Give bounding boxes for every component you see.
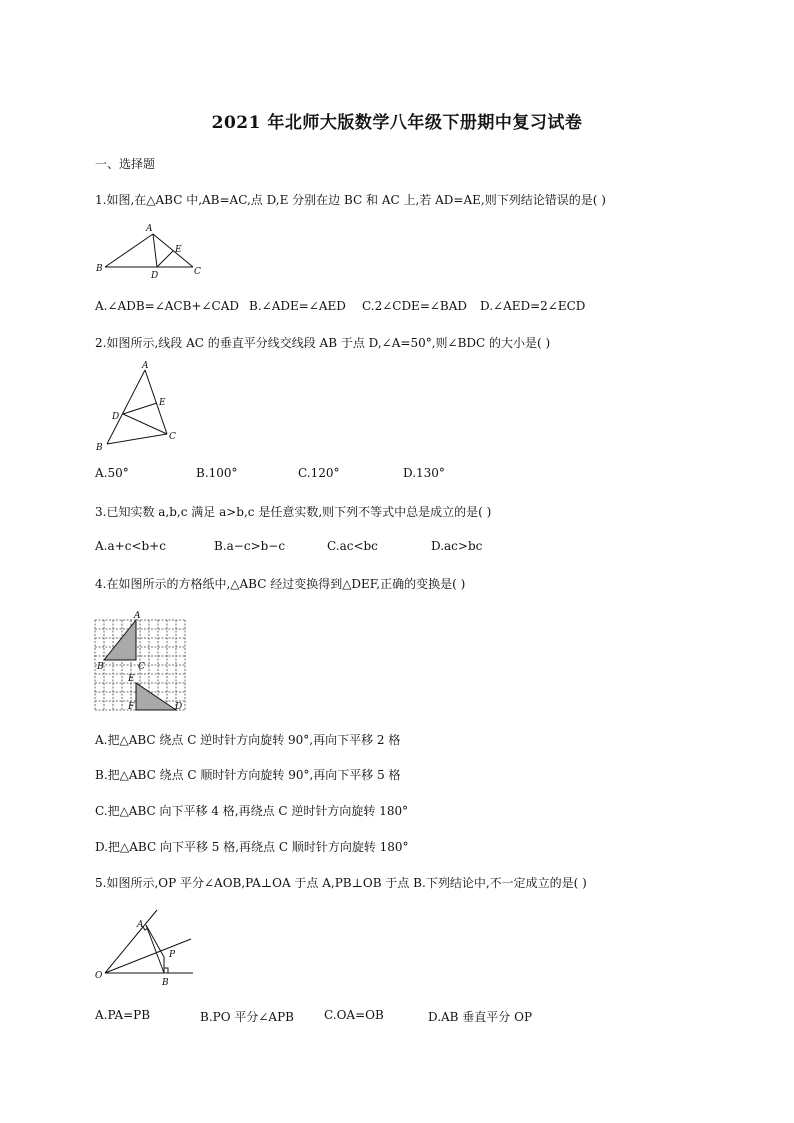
question-3-option-c: C.ac<bc (327, 539, 378, 553)
q2-label-c: C (169, 432, 176, 442)
q2-label-a: A (142, 361, 149, 371)
q4-label-f: F (128, 702, 135, 712)
q4-label-b: B (97, 662, 104, 672)
q1-label-b: B (96, 264, 103, 274)
question-5-figure (95, 905, 197, 990)
q2-label-b: B (96, 443, 103, 453)
question-4-option-a: A.把△ABC 绕点 C 逆时针方向旋转 90°,再向下平移 2 格 (95, 733, 401, 747)
question-4-option-c: C.把△ABC 向下平移 4 格,再绕点 C 逆时针方向旋转 180° (95, 804, 409, 818)
question-5-option-b: B.PO 平分∠APB (200, 1010, 294, 1024)
question-4-option-b: B.把△ABC 绕点 C 顺时针方向旋转 90°,再向下平移 5 格 (95, 768, 401, 782)
q1-label-a: A (146, 224, 153, 234)
question-2-option-c: C.120° (298, 466, 340, 480)
question-1-figure (95, 222, 210, 280)
q4-label-d: D (175, 702, 183, 712)
q5-label-o: O (95, 971, 103, 981)
q4-label-e: E (128, 674, 135, 684)
question-1-option-b: B.∠ADE=∠AED (249, 299, 346, 313)
question-3-option-d: D.ac>bc (431, 539, 483, 553)
question-1-option-a: A.∠ADB=∠ACB+∠CAD (95, 299, 239, 313)
q2-label-e: E (159, 398, 166, 408)
q1-label-c: C (194, 267, 201, 277)
q4-label-c: C (138, 662, 145, 672)
question-1-option-c: C.2∠CDE=∠BAD (362, 299, 468, 313)
q1-label-d: D (151, 271, 159, 281)
question-2-stem: 2.如图所示,线段 AC 的垂直平分线交线段 AB 于点 D,∠A=50°,则∠BDC 的大小是( ) (95, 336, 551, 350)
question-2-option-d: D.130° (403, 466, 445, 480)
question-2-option-a: A.50° (95, 466, 129, 480)
q5-label-a: A (137, 920, 144, 930)
question-3-stem: 3.已知实数 a,b,c 满足 a>b,c 是任意实数,则下列不等式中总是成立的是( ) (95, 505, 492, 519)
question-3-option-a: A.a+c<b+c (95, 539, 166, 553)
question-2-figure (95, 362, 185, 454)
page-title: 2021 年北师大版数学八年级下册期中复习试卷 (211, 113, 583, 133)
question-5-option-c: C.OA=OB (324, 1008, 384, 1022)
question-4-stem: 4.在如图所示的方格纸中,△ABC 经过变换得到△DEF,正确的变换是( ) (95, 577, 466, 591)
question-4-option-d: D.把△ABC 向下平移 5 格,再绕点 C 顺时针方向旋转 180° (95, 840, 409, 854)
question-1-stem: 1.如图,在△ABC 中,AB=AC,点 D,E 分别在边 BC 和 AC 上,若 AD=AE,则下列结论错误的是( ) (95, 193, 606, 207)
question-5-stem: 5.如图所示,OP 平分∠AOB,PA⊥OA 于点 A,PB⊥OB 于点 B.下列结论中,不一定成立的是( ) (95, 876, 587, 890)
q4-label-a: A (134, 611, 141, 621)
section-heading: 一、选择题 (95, 157, 156, 171)
q5-label-p: P (169, 950, 176, 960)
question-1-option-d: D.∠AED=2∠ECD (480, 299, 586, 313)
q2-label-d: D (112, 412, 120, 422)
question-3-option-b: B.a−c>b−c (214, 539, 286, 553)
question-2-option-b: B.100° (196, 466, 238, 480)
q5-label-b: B (162, 978, 169, 988)
question-4-figure (95, 610, 195, 715)
q1-label-e: E (175, 245, 182, 255)
question-5-option-d: D.AB 垂直平分 OP (428, 1010, 533, 1024)
question-5-option-a: A.PA=PB (95, 1008, 151, 1022)
